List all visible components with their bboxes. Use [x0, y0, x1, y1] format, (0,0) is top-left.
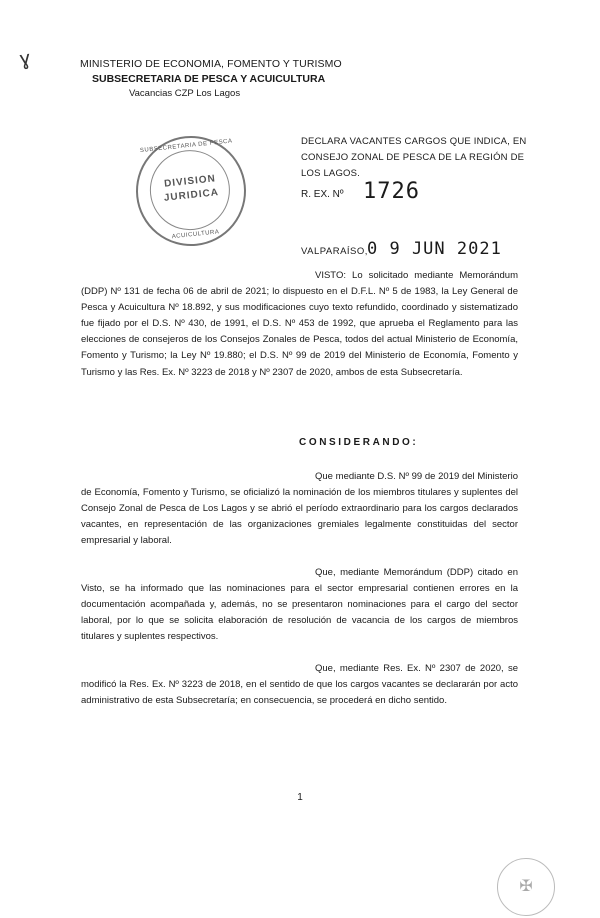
resolution-date-stamp: 0 9 JUN 2021 [367, 239, 502, 259]
stamp-line-2: JURIDICA [163, 187, 220, 204]
resolution-number: 1726 [363, 179, 420, 204]
division-juridica-stamp-icon [131, 131, 252, 252]
considerando-text-1: Que mediante D.S. Nº 99 de 2019 del Ministerio de Economía, Fomento y Turismo, se oficializó la nominación de los miembros titulares y suplentes del Consejo Zonal de Pesca de Los Lagos y se abrió el período extraordinario para los cargos declarados vacantes, en representación de las organizaciones gremiales legalmente constituidas del sector empresarial y laboral. [81, 471, 518, 547]
visto-paragraph [81, 268, 518, 381]
subsecretary-name: SUBSECRETARIA DE PESCA Y ACUICULTURA [92, 73, 326, 85]
signature-seal-icon: ✠ [497, 858, 555, 916]
visto-text: Lo solicitado mediante Memorándum (DDP) Nº 131 de fecha 06 de abril de 2021; lo dispuesto en el D.F.L. Nº 5 de 1983, la Ley General de Pesca y Acuicultura Nº 18.892, y sus modificaciones cuyo texto refundido, coordinado y sistematizado fue fijado por el D.S. Nº 430, de 1991, el D.S. Nº 453 de 1992, que aprueba el Reglamento para las elecciones de consejeros de los Consejos Zonales de Pesca, todos del actual Ministerio de Economía, Fomento y Turismo; la Ley Nº 19.880; el D.S. Nº 99 de 2019 del Ministerio de Economía, Fomento y Turismo y las Res. Ex. Nº 3223 de 2018 y Nº 2307 de 2020, ambos de esta Subsecretaría. [81, 270, 519, 378]
considerando-paragraph-1 [81, 469, 518, 549]
subject-code: Vacancias CZP Los Lagos [129, 88, 241, 99]
stamp-bottom-text: ACUICULTURA [171, 229, 220, 241]
considerando-text-2: Que, mediante Memorándum (DDP) citado en Visto, se ha informado que las nominaciones para el sector empresarial contienen errores en la documentación acompañada y, además, no se presentaron nominaciones para el cargo del sector laboral, por lo que se solicita elaboración de resolución de vacancia de los cargos de miembros titulares y suplentes respectivos. [81, 567, 518, 643]
considerando-text-3: Que, mediante Res. Ex. Nº 2307 de 2020, se modificó la Res. Ex. Nº 3223 de 2018, en el sentido de que los cargos vacantes se declararán por acto administrativo de esta Subsecretaría; en consecuencia, se procederá en dicho sentido. [81, 663, 518, 707]
stamp-line-1: DIVISION [163, 173, 217, 190]
ministry-name: MINISTERIO DE ECONOMIA, FOMENTO Y TURISMO [80, 58, 342, 70]
considerando-heading: CONSIDERANDO: [299, 437, 419, 448]
resolution-label: R. EX. Nº [301, 189, 344, 200]
considerando-paragraph-2 [81, 565, 518, 645]
letterhead [80, 57, 342, 101]
page-number: 1 [297, 792, 303, 803]
considerando-paragraph-3 [81, 661, 518, 709]
visto-label: VISTO: [315, 270, 346, 281]
handwritten-mark-icon: ɣ [18, 47, 32, 71]
stamp-top-text: SUBSECRETARIA DE PESCA [139, 138, 233, 155]
city: VALPARAÍSO, [301, 246, 368, 257]
resolution-summary: DECLARA VACANTES CARGOS QUE INDICA, EN CONSEJO ZONAL DE PESCA DE LA REGIÓN DE LOS LAGOS. [301, 136, 527, 179]
